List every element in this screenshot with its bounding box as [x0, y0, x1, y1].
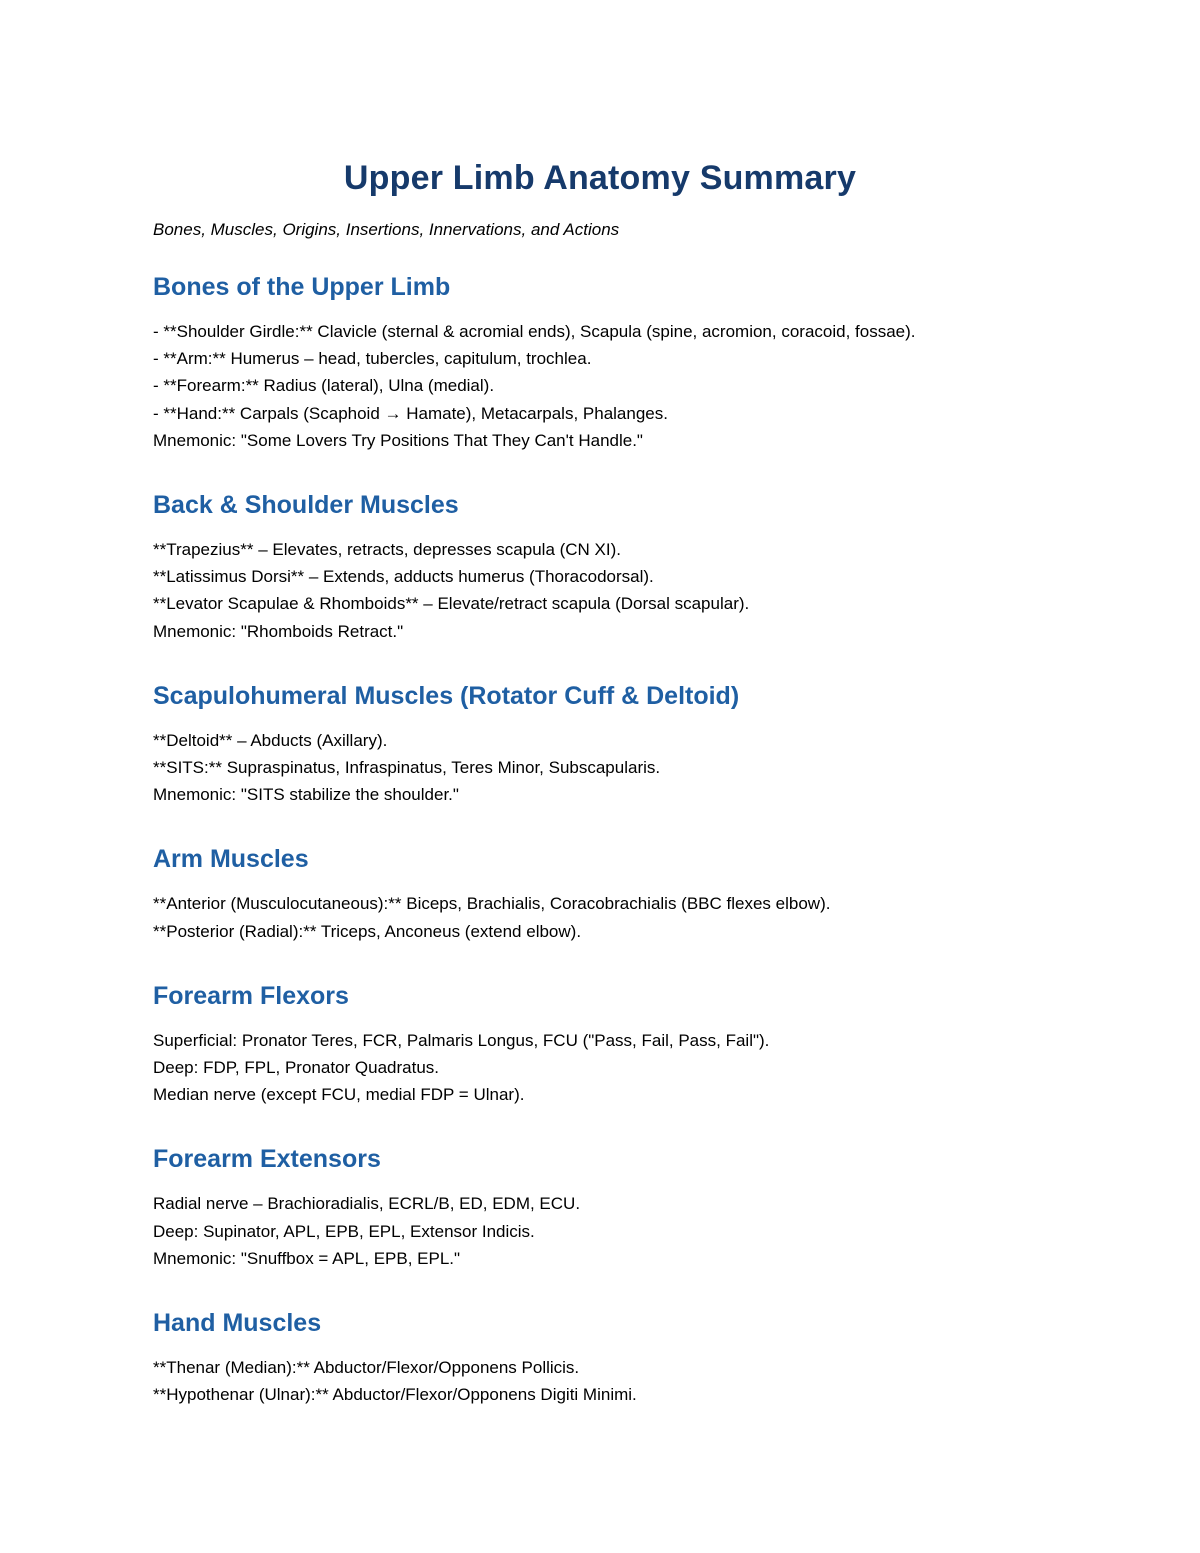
body-line: **Anterior (Musculocutaneous):** Biceps, Brachialis, Coracobrachialis (BBC flexes elbow).	[153, 894, 831, 914]
section-arm-muscles	[153, 841, 1053, 944]
section-back-shoulder-muscles	[153, 487, 1053, 645]
body-line: Deep: Supinator, APL, EPB, EPL, Extensor Indicis.	[153, 1221, 535, 1241]
body-line: **Levator Scapulae & Rhomboids** – Elevate/retract scapula (Dorsal scapular).	[153, 594, 750, 614]
document-page	[153, 152, 1053, 1408]
section-heading: Back & Shoulder Muscles	[153, 491, 459, 520]
section-heading: Scapulohumeral Muscles (Rotator Cuff & Deltoid)	[153, 681, 740, 710]
section-forearm-extensors	[153, 1141, 1053, 1272]
mnemonic-line: Mnemonic: "Snuffbox = APL, EPB, EPL."	[153, 1248, 461, 1268]
section-hand-muscles	[153, 1305, 1053, 1408]
mnemonic-line: Mnemonic: "Some Lovers Try Positions That They Can't Handle."	[153, 430, 643, 450]
section-bones-of-upper-limb	[153, 269, 1053, 454]
section-body	[153, 1027, 1053, 1109]
section-body	[153, 1190, 1053, 1272]
body-line: **SITS:** Supraspinatus, Infraspinatus, Teres Minor, Subscapularis.	[153, 758, 661, 778]
body-line: **Hypothenar (Ulnar):** Abductor/Flexor/Opponens Digiti Minimi.	[153, 1385, 637, 1405]
body-line: **Deltoid** – Abducts (Axillary).	[153, 730, 388, 750]
section-heading: Forearm Flexors	[153, 981, 349, 1010]
body-line: Deep: FDP, FPL, Pronator Quadratus.	[153, 1058, 439, 1078]
section-body	[153, 536, 1053, 645]
body-line: - **Arm:** Humerus – head, tubercles, capitulum, trochlea.	[153, 349, 592, 369]
section-body	[153, 727, 1053, 809]
body-line: Radial nerve – Brachioradialis, ECRL/B, ED, EDM, ECU.	[153, 1194, 581, 1214]
body-line: **Thenar (Median):** Abductor/Flexor/Opponens Pollicis.	[153, 1358, 580, 1378]
mnemonic-line: Mnemonic: "Rhomboids Retract."	[153, 621, 404, 641]
section-heading: Arm Muscles	[153, 845, 309, 874]
body-line: - **Hand:** Carpals (Scaphoid → Hamate), Metacarpals, Phalanges.	[153, 403, 668, 423]
body-line: - **Forearm:** Radius (lateral), Ulna (medial).	[153, 376, 495, 396]
mnemonic-line: Mnemonic: "SITS stabilize the shoulder."	[153, 785, 459, 805]
document-title: Upper Limb Anatomy Summary	[343, 159, 857, 197]
body-line: **Latissimus Dorsi** – Extends, adducts humerus (Thoracodorsal).	[153, 567, 654, 587]
section-heading: Bones of the Upper Limb	[153, 273, 451, 301]
body-line: Median nerve (except FCU, medial FDP = Ulnar).	[153, 1085, 525, 1105]
section-body	[153, 890, 1053, 944]
body-line: Superficial: Pronator Teres, FCR, Palmaris Longus, FCU ("Pass, Fail, Pass, Fail").	[153, 1030, 770, 1050]
section-body	[153, 318, 1053, 454]
body-line: **Posterior (Radial):** Triceps, Anconeus (extend elbow).	[153, 921, 582, 941]
section-heading: Hand Muscles	[153, 1309, 322, 1338]
section-scapulohumeral-muscles	[153, 678, 1053, 809]
body-line: - **Shoulder Girdle:** Clavicle (sternal & acromial ends), Scapula (spine, acromion, coracoid, fossae).	[153, 322, 916, 341]
section-forearm-flexors	[153, 978, 1053, 1109]
document-subtitle: Bones, Muscles, Origins, Insertions, Innervations, and Actions	[153, 220, 620, 239]
section-body	[153, 1354, 1053, 1408]
section-heading: Forearm Extensors	[153, 1145, 381, 1174]
body-line: **Trapezius** – Elevates, retracts, depresses scapula (CN XI).	[153, 540, 622, 560]
